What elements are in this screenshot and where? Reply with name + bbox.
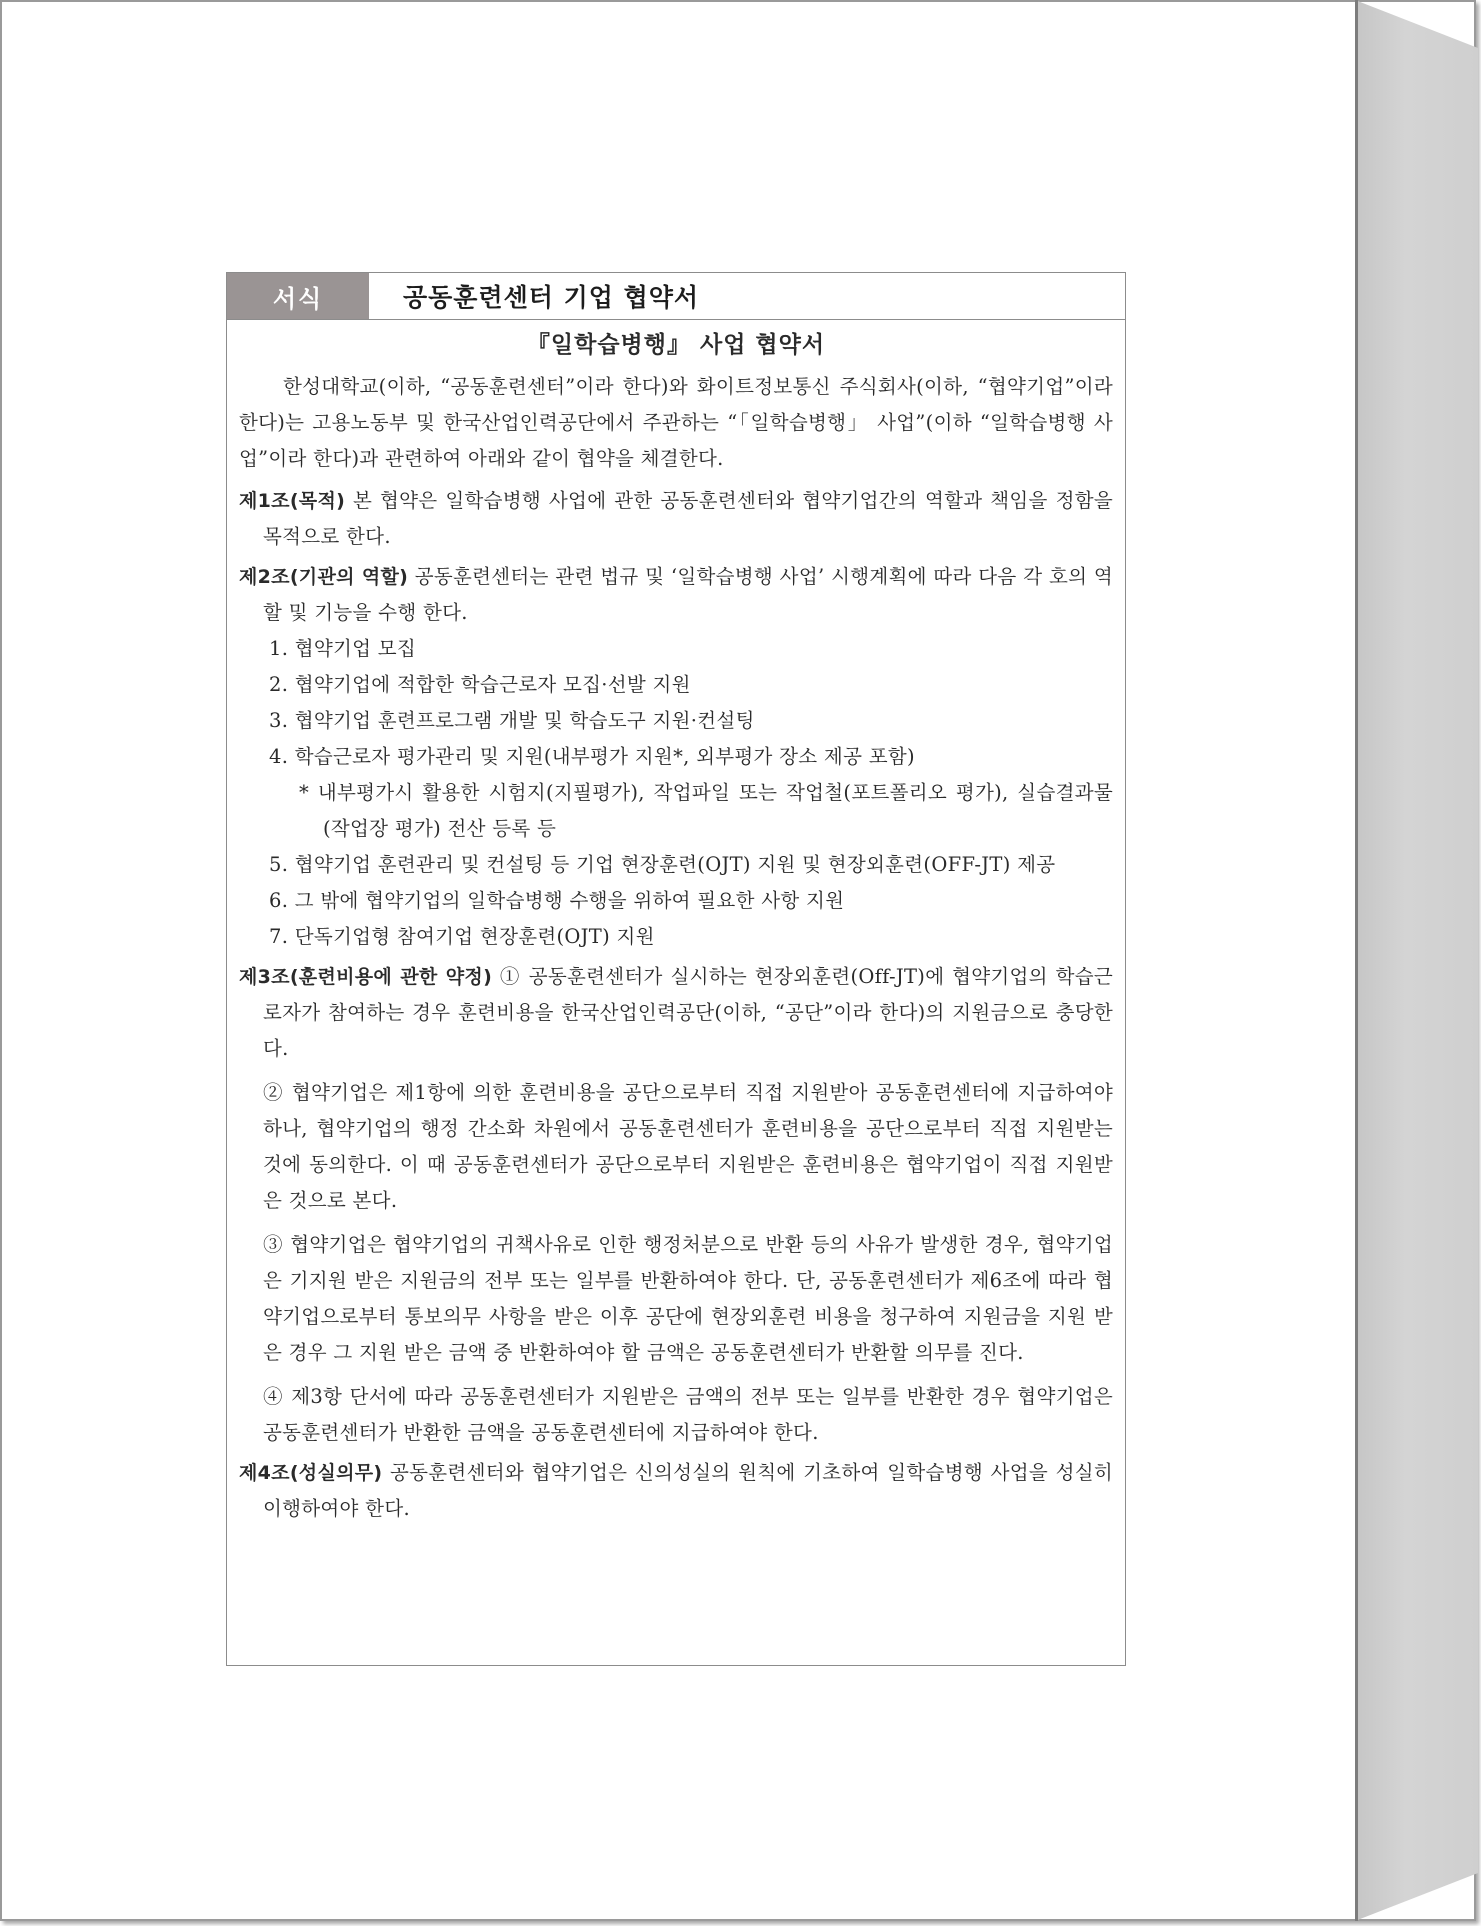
list-item: 2. 협약기업에 적합한 학습근로자 모집·선발 지원 <box>269 673 691 696</box>
agreement-title: 『일학습병행』 사업 협약서 <box>526 331 826 358</box>
list-footnote: * 내부평가시 활용한 시험지(지필평가), 작업파일 또는 작업철(포트폴리오 평가), 실습결과물(작업장 평가) 전산 등록 등 <box>299 781 1113 840</box>
article-4-text: 공동훈련센터와 협약기업은 신의성실의 원칙에 기초하여 일학습병행 사업을 성실히 이행하여야 한다. <box>263 1461 1113 1520</box>
list-item: 4. 학습근로자 평가관리 및 지원(내부평가 지원*, 외부평가 장소 제공 포함) <box>269 745 915 768</box>
article-3-paragraph-3: ③ 협약기업은 협약기업의 귀책사유로 인한 행정처분으로 반환 등의 사유가 발생한 경우, 협약기업은 기지원 받은 지원금의 전부 또는 일부를 반환하여야 한다. 단, 공동훈련센터가 제6조에 따라 협약기업으로부터 통보의무 사항을 받은 이후 공단에 현장외훈련 비용을 청구하여 지원금을 지원 받은 경우 그 지원 받은 금액 중 반환하여야 할 금액은 공동훈련센터가 반환할 의무를 진다. <box>263 1233 1114 1364</box>
list-item: 3. 협약기업 훈련프로그램 개발 및 학습도구 지원·컨설팅 <box>269 709 755 732</box>
article-1-text: 본 협약은 일학습병행 사업에 관한 공동훈련센터와 협약기업간의 역할과 책임을 정함을 목적으로 한다. <box>263 489 1113 548</box>
document-form <box>226 272 1126 1666</box>
article-3-paragraph-2: ② 협약기업은 제1항에 의한 훈련비용을 공단으로부터 직접 지원받아 공동훈련센터에 지급하여야 하나, 협약기업의 행정 간소화 차원에서 공동훈련센터가 훈련비용을 공단으로부터 직접 지원받는 것에 동의한다. 이 때 공동훈련센터가 공단으로부터 지원받은 훈련비용은 협약기업이 직접 지원받은 것으로 본다. <box>263 1081 1113 1212</box>
page-fold-line <box>1355 0 1358 1921</box>
article-4-heading: 제4조(성실의무) <box>239 1462 383 1484</box>
intro-paragraph: 한성대학교(이하, “공동훈련센터”이라 한다)와 화이트정보통신 주식회사(이하, “협약기업”이라 한다)는 고용노동부 및 한국산업인력공단에서 주관하는 “「일학습병행」 사업”(이하 “일학습병행 사업”이라 한다)과 관련하여 아래와 같이 협약을 체결한다. <box>239 375 1113 470</box>
article-4 <box>239 1455 1113 1527</box>
article-1-heading: 제1조(목적) <box>239 490 346 512</box>
list-item: 7. 단독기업형 참여기업 현장훈련(OJT) 지원 <box>269 925 655 948</box>
list-item: 5. 협약기업 훈련관리 및 컨설팅 등 기업 현장훈련(OJT) 지원 및 현장외훈련(OFF-JT) 제공 <box>269 853 1056 876</box>
article-2-heading: 제2조(기관의 역할) <box>239 566 409 588</box>
list-item: 1. 협약기업 모집 <box>269 637 417 660</box>
article-3-heading: 제3조(훈련비용에 관한 약정) <box>239 966 493 988</box>
article-3-text: ① 공동훈련센터가 실시하는 현장외훈련(Off-JT)에 협약기업의 학습근로자가 참여하는 경우 훈련비용을 한국산업인력공단(이하, “공단”이라 한다)의 지원금으로 충당한다. <box>263 965 1113 1060</box>
article-2-text: 공동훈련센터는 관련 법규 및 ‘일학습병행 사업’ 시행계획에 따라 다음 각 호의 역할 및 기능을 수행 한다. <box>263 565 1113 624</box>
article-2 <box>239 559 1113 631</box>
article-2-list <box>239 631 1113 955</box>
article-1 <box>239 483 1113 555</box>
page-stack-edge <box>1355 0 1478 1921</box>
list-item: 6. 그 밖에 협약기업의 일학습병행 수행을 위하여 필요한 사항 지원 <box>269 889 845 912</box>
form-title: 공동훈련센터 기업 협약서 <box>403 283 700 312</box>
document-body <box>239 319 1113 1527</box>
form-header <box>227 273 1125 320</box>
article-3-paragraph-4: ④ 제3항 단서에 따라 공동훈련센터가 지원받은 금액의 전부 또는 일부를 반환한 경우 협약기업은 공동훈련센터가 반환한 금액을 공동훈련센터에 지급하여야 한다. <box>263 1385 1113 1444</box>
article-3 <box>239 959 1113 1067</box>
form-tag: 서식 <box>227 273 369 319</box>
